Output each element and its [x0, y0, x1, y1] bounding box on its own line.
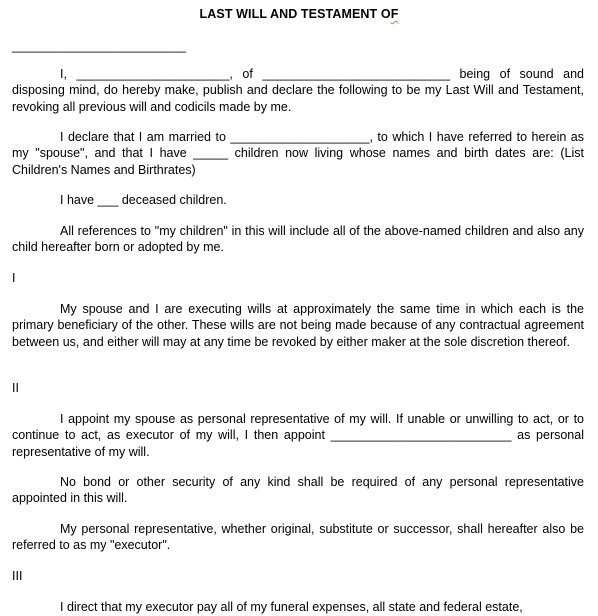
paragraph-mutual-wills-text: My spouse and I are executing wills at approximately the same time in which each is the primary beneficiary of the other. These wills are not being made because of any contractual agreement between us, and either will may at any time be revoked by either maker at the sole discretion thereof. [12, 302, 584, 349]
section-heading-2: II [12, 381, 19, 395]
paragraph-no-bond-text: No bond or other security of any kind shall be required of any personal representative appointed in this will. [12, 475, 584, 506]
paragraph-executor-definition-text: My personal representative, whether original, substitute or successor, shall hereafter also be referred to as my "executor". [12, 522, 584, 553]
paragraph-personal-representative [12, 411, 584, 460]
document-title [0, 6, 598, 22]
paragraph-personal-representative-text: I appoint my spouse as personal representative of my will. If unable or unwilling to act, or to continue to act, as executor of my will, I then appoint __________________________ as personal representative of my will. [12, 412, 584, 459]
paragraph-executor-definition [12, 521, 584, 554]
paragraph-funeral-expenses [12, 599, 584, 615]
top-blank-line: _________________________ [12, 39, 186, 53]
section-heading-3: III [12, 569, 23, 583]
paragraph-declaration [12, 66, 584, 115]
document-title-last-letter: F [390, 7, 399, 21]
paragraph-deceased-children [12, 192, 584, 208]
paragraph-deceased-children-text: I have ___ deceased children. [60, 193, 227, 207]
section-heading-1: I [12, 271, 16, 285]
paragraph-children-references-text: All references to "my children" in this will include all of the above-named children and also any child hereafter born or adopted by me. [12, 224, 584, 255]
paragraph-marriage-text: I declare that I am married to ____________________, to which I have referred to herein as my "spouse", and that I have _____ children now living whose names and birth dates are: (List Children's Names and Birthrates) [12, 130, 584, 177]
paragraph-no-bond [12, 474, 584, 507]
paragraph-funeral-expenses-text: I direct that my executor pay all of my funeral expenses, all state and federal estate, [60, 600, 523, 614]
paragraph-marriage [12, 129, 584, 178]
paragraph-children-references [12, 223, 584, 256]
paragraph-declaration-text: I, ______________________, of ___________________________ being of sound and disposing mind, do hereby make, publish and declare the following to be my Last Will and Testament, revoking all previous will and codicils made by me. [12, 67, 584, 114]
document-title-main: LAST WILL AND TESTAMENT O [199, 7, 391, 21]
paragraph-mutual-wills [12, 301, 584, 350]
